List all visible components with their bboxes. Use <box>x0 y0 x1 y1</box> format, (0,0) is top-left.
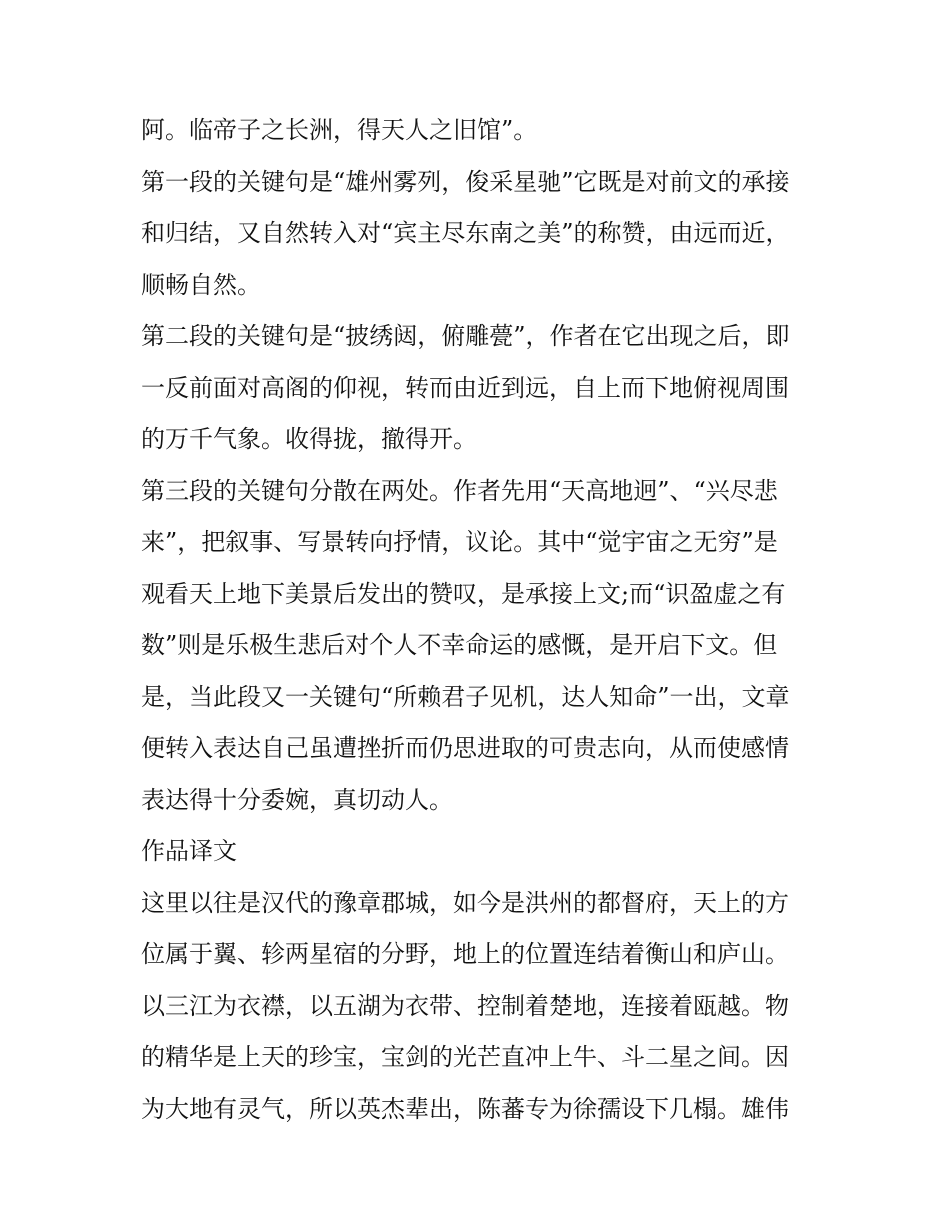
text-line: 是，当此段又一关键句“所赖君子见机，达人知命”一出，文章 <box>141 682 790 711</box>
text-line: 数”则是乐极生悲后对个人不幸命运的感慨，是开启下文。但 <box>141 631 778 659</box>
text-line: 阿。临帝子之长洲，得天人之旧馆”。 <box>141 116 538 144</box>
text-line: 这里以往是汉代的豫章郡城，如今是洪州的都督府，天上的方 <box>141 888 789 917</box>
text-line: 一反前面对高阁的仰视，转而由近到远，自上而下地俯视周围 <box>141 373 789 402</box>
text-line: 第二段的关键句是“披绣闼，俯雕甍”，作者在它出现之后，即 <box>141 322 790 350</box>
text-line: 第三段的关键句分散在两处。作者先用“天高地迥”、“兴尽悲 <box>141 476 778 505</box>
text-line: 的万千气象。收得拢，撤得开。 <box>141 425 477 453</box>
text-line: 便转入表达自己虽遭挫折而仍思进取的可贵志向，从而使感情 <box>141 734 789 762</box>
section-heading: 作品译文 <box>141 837 237 865</box>
text-line: 的精华是上天的珍宝，宝剑的光芒直冲上牛、斗二星之间。因 <box>141 1043 789 1071</box>
text-line: 顺畅自然。 <box>141 270 261 299</box>
text-line: 观看天上地下美景后发出的赞叹，是承接上文;而“识盈虚之有 <box>141 579 786 608</box>
text-line: 第一段的关键句是“雄州雾列，俊采星驰”它既是对前文的承接 <box>141 167 790 196</box>
body-text <box>141 108 813 1138</box>
text-line: 为大地有灵气，所以英杰辈出，陈蕃专为徐孺设下几榻。雄伟 <box>141 1094 789 1123</box>
text-line: 表达得十分委婉，真切动人。 <box>141 785 453 814</box>
text-line: 来”，把叙事、写景转向抒情，议论。其中“觉宇宙之无穷”是 <box>141 528 778 556</box>
text-line: 和归结，又自然转入对“宾主尽东南之美”的称赞，由远而近， <box>141 219 790 247</box>
text-line: 以三江为衣襟，以五湖为衣带、控制着楚地，连接着瓯越。物 <box>141 991 789 1020</box>
text-line: 位属于翼、轸两星宿的分野，地上的位置连结着衡山和庐山。 <box>141 940 789 968</box>
